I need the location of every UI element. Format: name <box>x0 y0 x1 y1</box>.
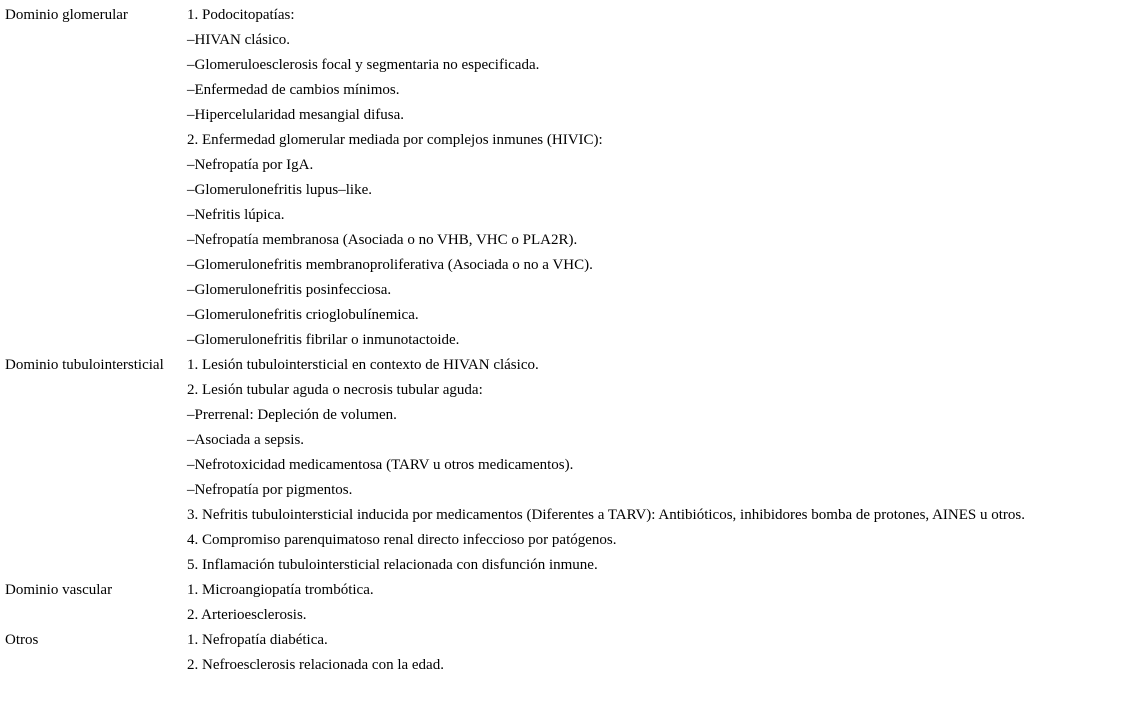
table-row-glomerular <box>5 3 1115 353</box>
item-line: 2. Nefroesclerosis relacionada con la edad. <box>187 657 444 673</box>
classification-table <box>5 3 1115 678</box>
item-line: –Asociada a sepsis. <box>187 432 305 448</box>
domain-items <box>187 3 1115 353</box>
item-line: –Nefrotoxicidad medicamentosa (TARV u otros medicamentos). <box>187 457 574 473</box>
table-row-tubulointersticial <box>5 353 1115 578</box>
item-line: –Prerrenal: Depleción de volumen. <box>187 407 397 423</box>
item-line: –HIVAN clásico. <box>187 32 291 48</box>
item-line: –Glomerulonefritis membranoproliferativa (Asociada o no a VHC). <box>187 257 593 273</box>
item-line: –Enfermedad de cambios mínimos. <box>187 82 400 98</box>
table-row-vascular <box>5 578 1115 628</box>
item-line: –Hipercelularidad mesangial difusa. <box>187 107 405 123</box>
item-line: 1. Lesión tubulointersticial en contexto de HIVAN clásico. <box>187 357 539 373</box>
item-line: 3. Nefritis tubulointersticial inducida por medicamentos (Diferentes a TARV): Antibióticos, inhibidores bomba de protones, AINES u otros. <box>187 507 1026 523</box>
item-line: 4. Compromiso parenquimatoso renal directo infeccioso por patógenos. <box>187 532 617 548</box>
item-line: –Nefropatía por IgA. <box>187 157 314 173</box>
item-line: –Nefropatía membranosa (Asociada o no VHB, VHC o PLA2R). <box>187 232 578 248</box>
item-line: –Nefropatía por pigmentos. <box>187 482 353 498</box>
item-line: 1. Nefropatía diabética. <box>187 632 328 648</box>
item-line: 2. Lesión tubular aguda o necrosis tubular aguda: <box>187 382 483 398</box>
item-line: –Glomerulonefritis crioglobulínemica. <box>187 307 419 323</box>
item-line: –Glomerulonefritis lupus–like. <box>187 182 372 198</box>
item-line: 2. Enfermedad glomerular mediada por complejos inmunes (HIVIC): <box>187 132 603 148</box>
domain-items <box>187 628 1115 678</box>
item-line: 1. Microangiopatía trombótica. <box>187 582 374 598</box>
domain-items <box>187 353 1115 578</box>
item-line: 1. Podocitopatías: <box>187 7 295 23</box>
domain-label: Dominio glomerular <box>5 7 128 23</box>
domain-items <box>187 578 1115 628</box>
domain-label: Dominio vascular <box>5 582 113 598</box>
item-line: 2. Arterioesclerosis. <box>187 607 307 623</box>
item-line: –Glomerulonefritis fibrilar o inmunotactoide. <box>187 332 460 348</box>
item-line: –Glomerulonefritis posinfecciosa. <box>187 282 392 298</box>
table-row-otros <box>5 628 1115 678</box>
item-line: –Glomeruloesclerosis focal y segmentaria no especificada. <box>187 57 540 73</box>
item-line: –Nefritis lúpica. <box>187 207 285 223</box>
item-line: 5. Inflamación tubulointersticial relacionada con disfunción inmune. <box>187 557 598 573</box>
domain-label: Dominio tubulointersticial <box>5 357 164 373</box>
domain-label: Otros <box>5 632 39 648</box>
